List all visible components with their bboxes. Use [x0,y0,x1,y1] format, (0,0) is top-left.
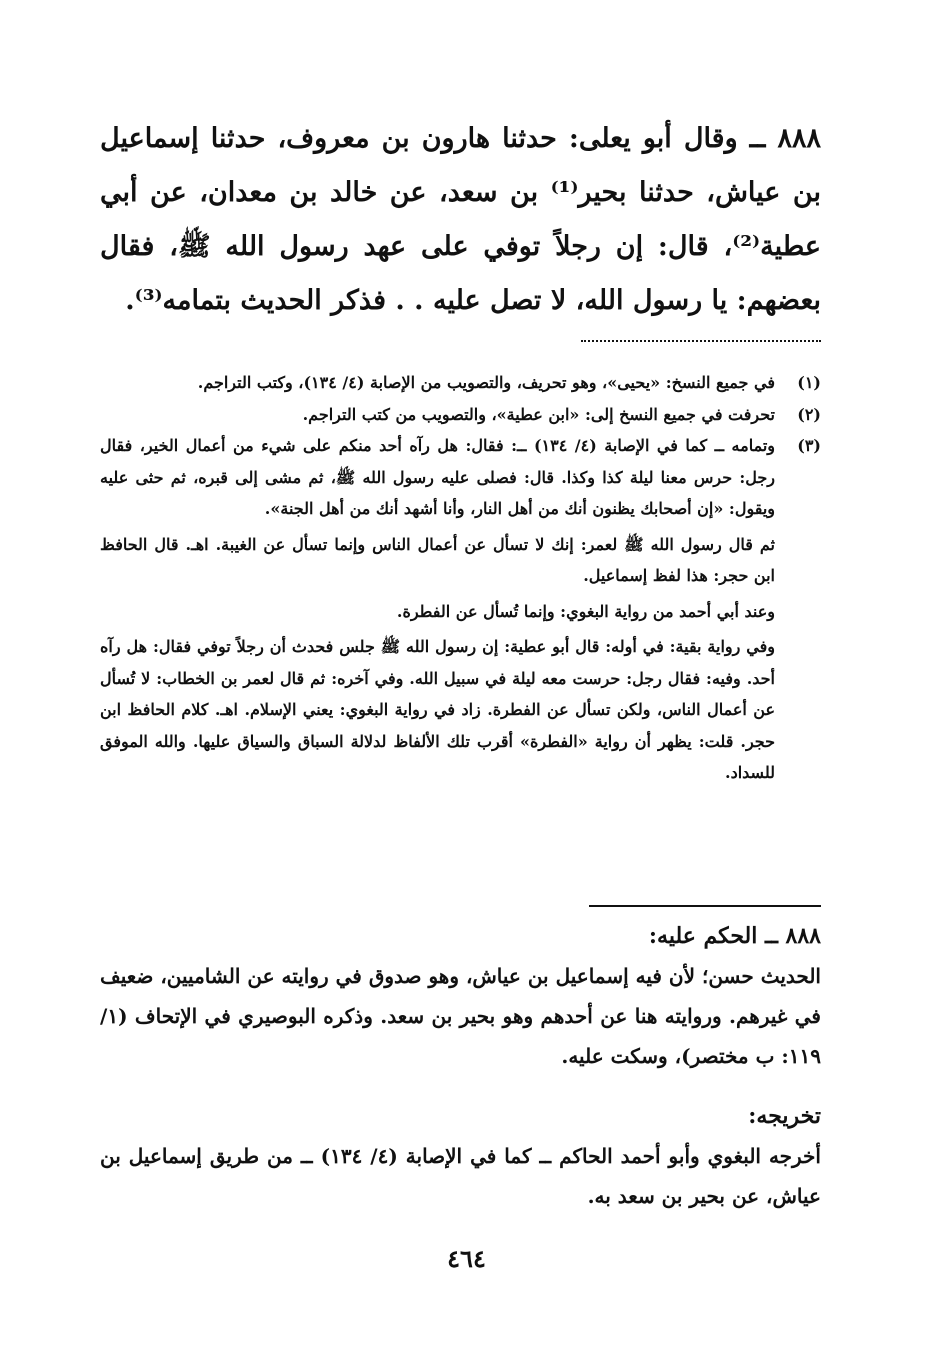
footnotes [100,367,821,789]
takhrij-section [100,1096,821,1216]
footnote-text: تحرفت في جميع النسخ إلى: «ابن عطية»، والتصويب من كتب التراجم. [302,404,775,424]
footnote-body [100,399,775,431]
takhrij-heading: تخريجه: [748,1103,821,1129]
section-divider [589,905,821,907]
hadith-text [100,112,821,328]
footnote-number: (٣) [797,436,821,455]
footnote-text: في جميع النسخ: «يحيى»، وهو تحريف، والتصويب من الإصابة (٤/ ١٣٤)، وكتب التراجم. [197,373,775,392]
footnote-1 [100,367,821,399]
footnote-body [100,367,775,399]
footnote-number: (١) [797,373,821,392]
footnote-text: وتمامه ــ كما في الإصابة (٤/ ١٣٤) ــ: فقال: هل رآه أحد منكم على شيء من أعمال الخير، فقال رجل: حرس معنا ليلة كذا وكذا. قال: فصلى عليه رسول الله ﷺ، ثم مشى إلى قبره، ثم حثى عليه ويقول: «إن أصحابك يظنون أنك من أهل النار، وأنا أشهد أنك من أهل الجنة». [100,436,775,518]
footnote-separator-dots [581,340,821,342]
ruling-heading: ٨٨٨ ــ الحكم عليه: [648,923,821,949]
footnote-text: ثم قال رسول الله ﷺ لعمر: إنك لا تسأل عن أعمال الناس وإنما تسأل عن الغيبة. اهـ. قال الحافظ ابن حجر: هذا لفظ إسماعيل. [100,534,775,585]
ruling-section [100,916,821,1076]
footnote-text: وفي رواية بقية: في أوله: قال أبو عطية: إن رسول الله ﷺ جلس فحدث أن رجلاً توفي فقال: هل رآه أحد. وفيه: فقال رجل: حرست معه ليلة في سبيل الله. وفي آخره: ثم قال لعمر بن الخطاب: لا تُسأل عن أعمال الناس، ولكن تسأل عن الفطرة. زاد في رواية البغوي: يعني الإسلام. اهـ. كلام الحافظ ابن حجر. قلت: يظهر أن رواية «الفطرة» أقرب تلك الألفاظ لدلالة السباق والسياق عليها. والله الموفق للسداد. [100,637,775,782]
footnote-2 [100,399,821,431]
takhrij-text: أخرجه البغوي وأبو أحمد الحاكم ــ كما في الإصابة (٤/ ١٣٤) ــ من طريق إسماعيل بن عياش، عن بحير بن سعد به. [100,1144,821,1208]
page-number: ٤٦٤ [447,1244,486,1273]
footnote-text: وعند أبي أحمد من رواية البغوي: وإنما تُسأل عن الفطرة. [396,601,775,621]
footnote-number: (٢) [797,404,821,424]
footnote-body [100,430,775,789]
ruling-text: الحديث حسن؛ لأن فيه إسماعيل بن عياش، وهو صدوق في روايته عن الشاميين، ضعيف في غيرهم. وروايته هنا عن أحدهم وهو بحير بن سعد. وذكره البوصيري في الإتحاف (١/ ١١٩: ب مختصر)، وسكت عليه. [100,964,821,1068]
footnote-3 [100,430,821,789]
hadith-paragraph: ٨٨٨ ــ وقال أبو يعلى: حدثنا هارون بن معروف، حدثنا إسماعيل بن عياش، حدثنا بحير⁽¹⁾ بن سعد، عن خالد بن معدان، عن أبي عطية⁽²⁾، قال: إن رجلاً توفي على عهد رسول الله ﷺ، فقال بعضهم: يا رسول الله، لا تصل عليه . . فذكر الحديث بتمامه⁽³⁾. [100,123,821,316]
